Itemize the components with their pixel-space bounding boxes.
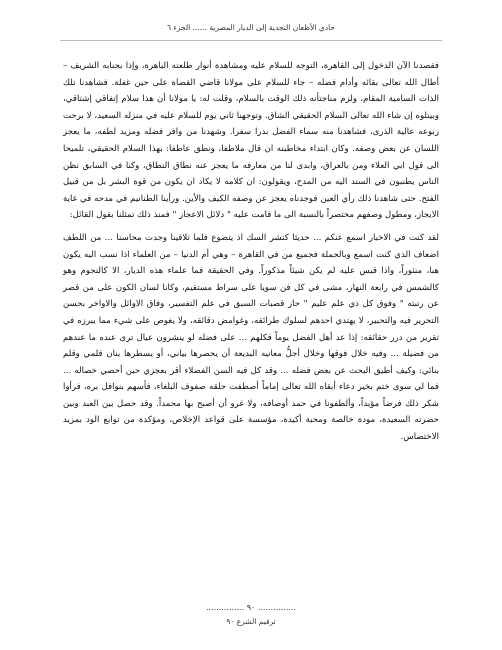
header-rule: [60, 40, 442, 41]
page-body: [63, 58, 439, 450]
footer-label: ترقيم الشرع ٩٠: [226, 617, 276, 626]
dots-left: ...............: [206, 603, 245, 612]
page-number-line: [0, 603, 502, 612]
verse-and-prose-block: لقد كنت في الاخبار اسمع عنكم ... حديثا كنشر السك اذ يتضوع فلما تلاقينا وجدت محاسنا ... من اللطف اضعاف الذي كنت اسمع وبالجملة فجميع من في القاهرة – وهي أم الدنيا – من العلماء اذا نسب اليه يكون هبا، منثوراً، واذا قيس عليه لم يكن شيئاً مذكوراً. وفي الحقيقة فما علماء هذه الديار، الا كالنجوم وهو كالشمس في رابعة النهار، مشى في كل فن سويا على سراط مستقيم، وكانا لسان الكون على من قصر عن رتبته " وفوق كل ذي علم عليم " حاز قصبات السبق في علم التفسير، وفاق الاوائل والاواخر بحسن التحرير فيه والتحبير، لا يهتدي احدهم لسلوك طرائقه، وغوامض دقائقه، ولا يغوص على شيء مما يبرزه في تقرير من درر حقائقه: إذا عد أهل الفضل يوماً فكلهم ... على فضله لو ينشرون عيال ترى عنده ما عندهم من فضيلة ... وفيه خلال فوقها وخلال أجلُّ معانيه البديعة أن يحصرها بياني، أو يسطرها بنان قلمي وقلم بنائي: وكيف أطيق البحث عن بعض فضله ... وقد كل فيه السن الفضلاء أقر بعجزي حين أحصي خصاله ... فما لي سوى ختم بخير دعاء أبقاه الله تعالى إماماً أصطفت حلقه صفوف البلغاء، فأسهم بنوافل بره، فرأوا شكر ذلك فرضاً مؤبداً، وألطفونا في حمد أوصافه، ولا غرو أن أصبح بها محمداً. وقد حصل بين العبد وبين حضرته السعيدة، مودة خالصة ومحبة أكيدة، مؤسسة على قواعد الإخلاص، ومؤكدة من توابع الود بمزيد الاختصاس.: [63, 232, 439, 443]
page-number: ٩٠: [246, 603, 256, 612]
running-header: حادي الأظعان النجدية إلى الديار المصرية ...... الجزء ٦: [166, 23, 336, 32]
paragraph: فقصدنا الآن الدخول إلى القاهرة، التوجه للسلام عليه ومشاهدة أنوار طلعته الباهرة، وإذا بجنابه الشريف – أطال الله تعالى بقائه وأدام فضله – جاء للسلام على مولانا قاضي القضاة على حين غفلة. فشاهدنا تلك الذات السامية المقام، ولزم مناجتأنه ذلك الوقت بالسلام، وقلت له: يا مولانا أن هذا سلام إتفاقي إشتاقي، وبيتلوه إن شاء الله تعالى السلام الحقيقي الشاق. وتوجهنا ثاني يوم للسلام عليه في منزله السعيد، لا برحت ربوعه عالية الذرى، فشاهدنا منه سماء الفضل بدرا سفرا. وشهدنا من وافر فضله ومزيد لطفه، ما يعجز اللسان عن بعض وصفه. وكان ابتداء مخاطبته ان قال ملاطفا، ونطق عاطفا: بهذا السلام الحقيقي، تلميحا الى قول ابي العلاء ومن بالعراق، وابدى لنا من معارفه ما يعجز عنه نطاق النطاق، وكنا في السابق نظن الناس يطنبون في السند اليه من المدح، ويقولون: ان كلامه لا يكاد ان يكون من قوة البشر بل من قبيل الفتح. حتى شاهدنا ذلك رأي العين فوجدناه يعجز عن وصفه الكيف والأين. ورأينا الطنانيم في مدحه في غاية الايجاز، ومطول وصفهم مختصراً بالنسبة الى ما قامت عليه " دلائل الاعجاز " فمنذ ذلك تمثلنا بقول القائل:: [63, 61, 439, 221]
dots-right: ...............: [257, 603, 296, 612]
